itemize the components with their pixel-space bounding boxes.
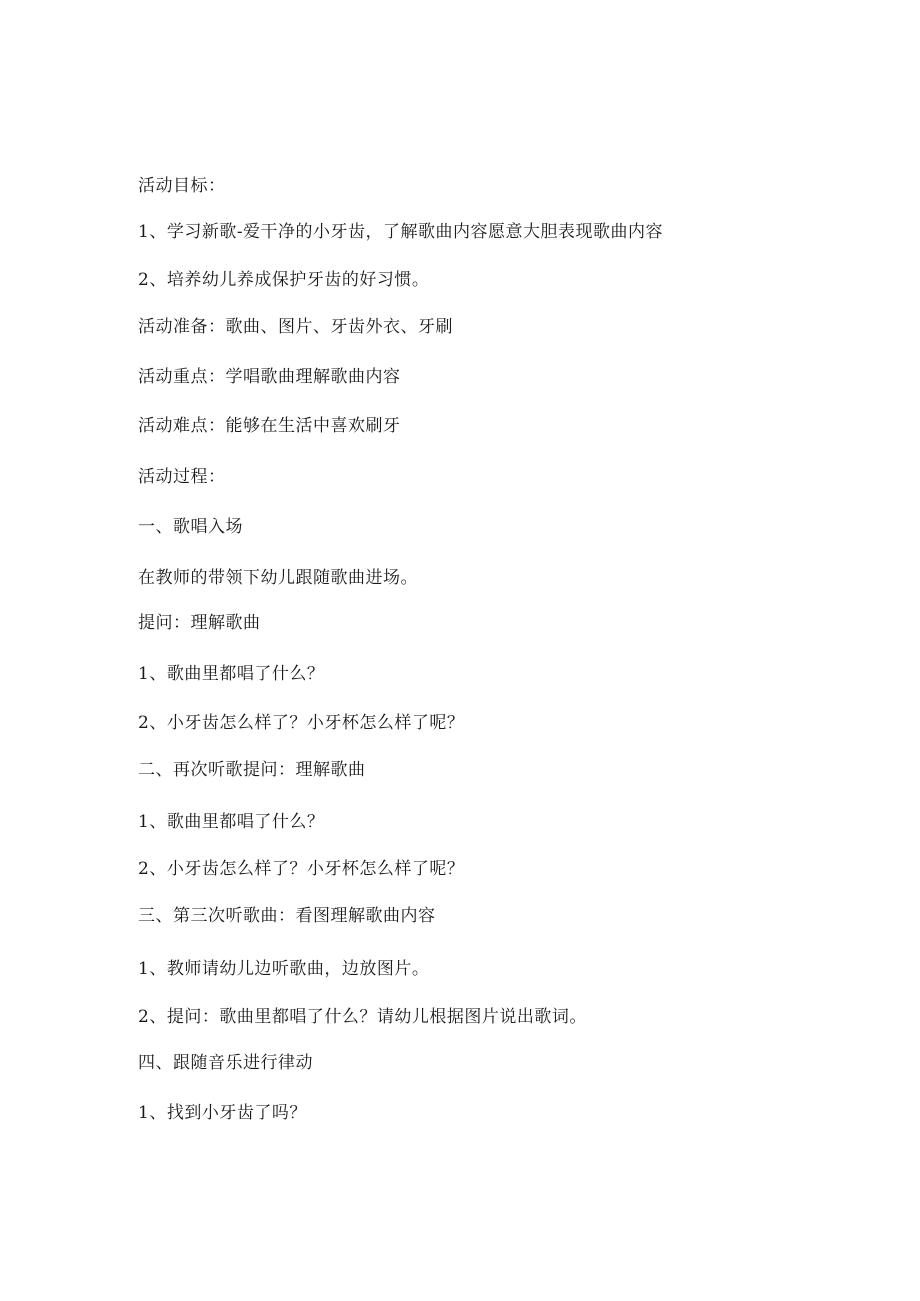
question-item-1: 1、歌曲里都唱了什么？ [138, 664, 325, 684]
step-heading-2: 二、再次听歌提问：理解歌曲 [138, 760, 366, 780]
difficulty-line: 活动难点：能够在生活中喜欢刷牙 [138, 416, 401, 436]
goal-item-2: 2、培养幼儿养成保护牙齿的好习惯。 [138, 270, 430, 290]
key-point-line: 活动重点：学唱歌曲理解歌曲内容 [138, 367, 401, 387]
step-heading-4: 四、跟随音乐进行律动 [138, 1053, 313, 1073]
question-item-2: 2、小牙齿怎么样了？小牙杯怎么样了呢？ [138, 713, 465, 733]
section-heading-process: 活动过程： [138, 467, 226, 487]
section-heading-goals: 活动目标： [138, 176, 226, 196]
question-item-2: 2、小牙齿怎么样了？小牙杯怎么样了呢？ [138, 859, 465, 879]
step-item-1: 1、教师请幼儿边听歌曲，边放图片。 [138, 959, 430, 979]
goal-item-1: 1、学习新歌-爱干净的小牙齿，了解歌曲内容愿意大胆表现歌曲内容 [138, 222, 664, 242]
step-item-1: 1、找到小牙齿了吗？ [138, 1103, 307, 1123]
preparation-line: 活动准备：歌曲、图片、牙齿外衣、牙刷 [138, 317, 453, 337]
step-heading-1: 一、歌唱入场 [138, 517, 243, 537]
question-item-1: 1、歌曲里都唱了什么？ [138, 812, 325, 832]
step-item-2: 2、提问：歌曲里都唱了什么？请幼儿根据图片说出歌词。 [138, 1007, 587, 1027]
paragraph-line: 在教师的带领下幼儿跟随歌曲进场。 [138, 568, 418, 588]
step-heading-3: 三、第三次听歌曲：看图理解歌曲内容 [138, 906, 436, 926]
question-heading: 提问：理解歌曲 [138, 613, 261, 633]
